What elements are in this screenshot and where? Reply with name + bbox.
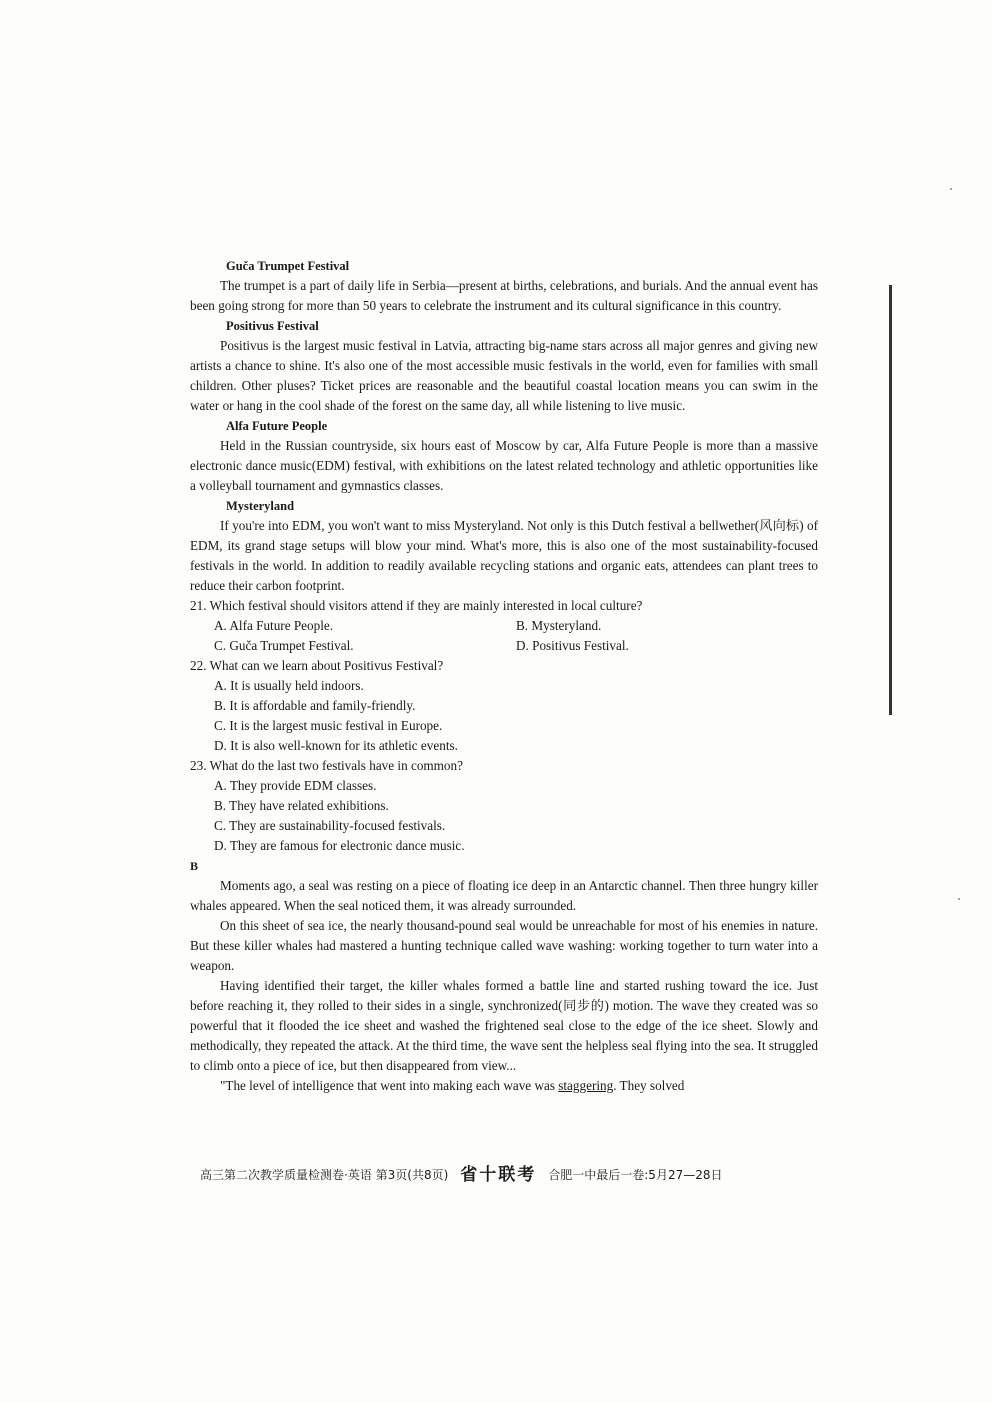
- option: D. Positivus Festival.: [516, 638, 629, 653]
- question-stem: 22. What can we learn about Positivus Festival?: [190, 658, 444, 673]
- passage-paragraph: On this sheet of sea ice, the nearly thousand-pound seal would be unreachable for most of his enemies in nature. But these killer whales had mastered a hunting technique called wave washing: working together to turn water into a weapon.: [190, 918, 818, 973]
- exam-content: [190, 256, 818, 1096]
- quote-end: . They solved: [613, 1078, 685, 1093]
- festival-heading: Positivus Festival: [226, 319, 319, 333]
- question-stem: 23. What do the last two festivals have in common?: [190, 758, 463, 773]
- passage-paragraph: Having identified their target, the killer whales formed a battle line and started rushing toward the ice. Just before reaching it, they rolled to their sides in a single, synchronized(同步的) motion. The wave they created was so powerful that it flooded the ice sheet and washed the frightened seal close to the edge of the ice sheet. Slowly and methodically, they repeated the attack. At the third time, the wave sent the helpless seal flying into the sea. It struggled to climb onto a piece of ice, but then disappeared from view...: [190, 978, 818, 1073]
- festival-text: The trumpet is a part of daily life in Serbia—present at births, celebrations, and burials. And the annual event has been going strong for more than 50 years to celebrate the instrument and its cultural significance in this country.: [190, 278, 818, 313]
- option: C. They are sustainability-focused festivals.: [214, 818, 446, 833]
- option: A. It is usually held indoors.: [214, 678, 364, 693]
- page-footer: [200, 1166, 840, 1184]
- festival-text: If you're into EDM, you won't want to miss Mysteryland. Not only is this Dutch festival a bellwether(风向标) of EDM, its grand stage setups will blow your mind. What's more, this is also one of the most sustainability-focused festivals in the world. In addition to readily available recycling stations and organic eats, attendees can plant trees to reduce their carbon footprint.: [190, 518, 818, 593]
- option: C. It is the largest music festival in Europe.: [214, 718, 443, 733]
- option: C. Guča Trumpet Festival.: [214, 638, 354, 653]
- festival-text: Held in the Russian countryside, six hours east of Moscow by car, Alfa Future People is more than a massive electronic dance music(EDM) festival, with exhibitions on the latest related technology and athletic opportunities like a volleyball tournament and gymnastics classes.: [190, 438, 818, 493]
- passage-paragraph: Moments ago, a seal was resting on a piece of floating ice deep in an Antarctic channel. Then three hungry killer whales appeared. When the seal noticed them, it was already surrounded.: [190, 878, 818, 913]
- footer-stamp: 省十联考: [460, 1165, 537, 1185]
- option-row: [190, 616, 818, 636]
- option: D. It is also well-known for its athletic events.: [214, 738, 458, 753]
- festival-heading: Mysteryland: [226, 499, 295, 513]
- festival-heading: Alfa Future People: [226, 419, 328, 433]
- scan-speck: [950, 188, 952, 190]
- footer-left: 高三第二次教学质量检测卷·英语 第3页(共8页): [200, 1168, 449, 1182]
- option: A. They provide EDM classes.: [214, 778, 377, 793]
- festival-heading: Guča Trumpet Festival: [226, 259, 350, 273]
- option: D. They are famous for electronic dance music.: [214, 838, 465, 853]
- festival-text: Positivus is the largest music festival in Latvia, attracting big-name stars across all major genres and giving new artists a chance to shine. It's also one of the most accessible music festivals in the world, even for families with small children. Other pluses? Ticket prices are reasonable and the beautiful coastal location means you can swim in the water or hang in the cool shade of the forest on the same day, all while listening to live music.: [190, 338, 818, 413]
- scan-speck: [958, 898, 960, 900]
- passage-paragraph-last: [190, 1076, 818, 1096]
- option: B. They have related exhibitions.: [214, 798, 389, 813]
- underlined-word: staggering: [558, 1078, 614, 1093]
- option-row: [190, 636, 818, 656]
- option: B. It is affordable and family-friendly.: [214, 698, 416, 713]
- margin-line: [889, 285, 892, 715]
- question-stem: 21. Which festival should visitors attend if they are mainly interested in local culture?: [190, 598, 643, 613]
- quote-start: "The level of intelligence that went into making each wave was: [220, 1078, 559, 1093]
- footer-right: 合肥一中最后一卷:5月27—28日: [548, 1168, 723, 1182]
- option: B. Mysteryland.: [516, 618, 602, 633]
- section-label: B: [190, 859, 199, 873]
- option: A. Alfa Future People.: [214, 618, 334, 633]
